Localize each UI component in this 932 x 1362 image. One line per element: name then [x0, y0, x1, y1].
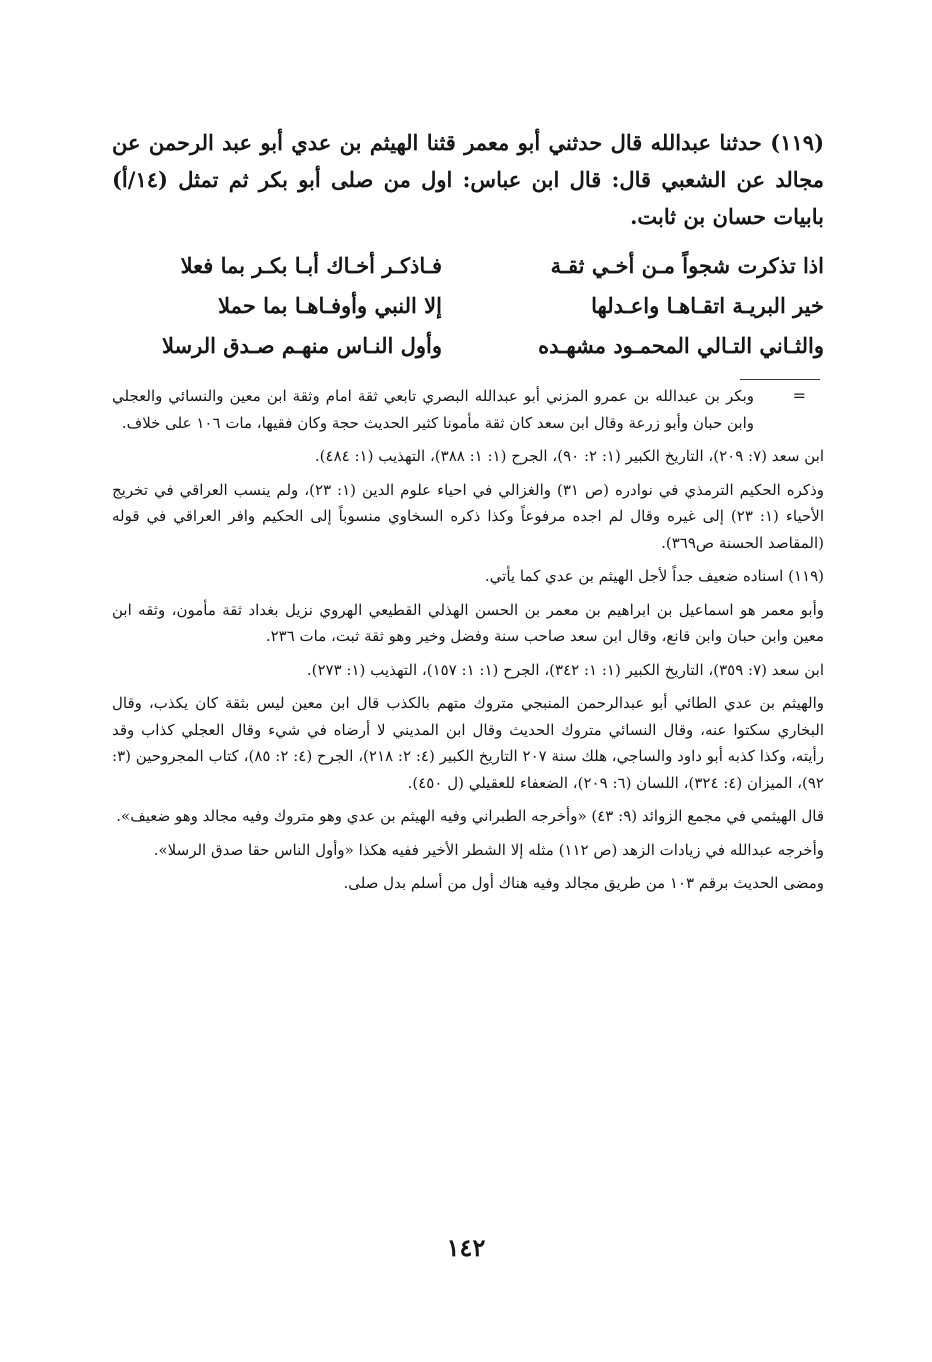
footnote-paragraph	[112, 383, 824, 436]
footnote-text: والهيثم بن عدي الطائي أبو عبدالرحمن المنبجي متروك متهم بالكذب قال ابن معين ليس بثقة كان يكذب، وقال البخاري سكتوا عنه، وقال النسائي متروك الحديث وقال ابن المديني لا أرضاه في شيء وقال العجلي كذاب وقد رأيته، وكذا كذبه أبو داود والساجي، هلك سنة ٢٠٧ التاريخ الكبير (٤: ٢: ٢١٨)، الجرح (٤: ٢: ٨٥)، كتاب المجروحين (٣: ٩٢)، الميزان (٤: ٣٢٤)، اللسان (٦: ٢٠٩)، الضعفاء للعقيلي (ل ٤٥٠).	[112, 694, 824, 792]
poem	[112, 246, 824, 366]
footnote-text: وأبو معمر هو اسماعيل بن ابراهيم بن معمر بن الحسن الهذلي القطيعي الهروي نزيل بغداد ثقة مأمون، وثقه ابن معين وابن حبان وابن قانع، وقال ابن سعد صاحب سنة وفضل وخير وهو ثقة ثبت، مات ٢٣٦.	[112, 600, 824, 645]
footnote-text: وذكره الحكيم الترمذي في نوادره (ص ٣١) والغزالي في احياء علوم الدين (١: ٢٣)، ولم ينسب العراقي في تخريج الأحياء (١: ٢٣) إلى غيره وقال لم اجده مرفوعاً وكذا ذكره السخاوي منسوباً إلى الحكيم وافر العراقي في قوله (المقاصد الحسنة ص٣٦٩).	[112, 480, 825, 552]
poem-first-hemistich: خير البريـة اتقـاهـا واعـدلها	[591, 293, 824, 318]
main-text-block	[112, 124, 824, 235]
footnotes	[112, 383, 824, 904]
footnote-text: وأخرجه عبدالله في زيادات الزهد (ص ١١٢) مثله إلا الشطر الأخير ففيه هكذا «وأول الناس حقا صدق الرسلا».	[153, 840, 824, 859]
footnote-paragraph	[112, 837, 824, 864]
footnote-paragraph	[112, 477, 824, 557]
footnote-text: ابن سعد (٧: ٢٠٩)، التاريخ الكبير (١: ٢: ٩٠)، الجرح (١: ١: ٣٨٨)، التهذيب (١: ٤٨٤).	[314, 447, 824, 465]
footnote-text: قال الهيثمي في مجمع الزوائد (٩: ٤٣) «وأخرجه الطبراني وفيه الهيثم بن عدي وهو متروك وفيه مجالد وهو ضعيف».	[116, 807, 824, 825]
footnote-paragraph	[112, 690, 824, 796]
footnote-text: وبكر بن عبدالله بن عمرو المزني أبو عبدالله البصري تابعي ثقة امام وثقة ابن معين والنسائي والعجلي وابن حبان وأبو زرعة وقال ابن سعد كان ثقة مأمونا كثير الحديث حجة وكان فقيها، مات ١٠٦ على خلاف.	[112, 387, 754, 432]
footnote-divider	[740, 379, 820, 380]
footnote-paragraph	[112, 563, 824, 590]
footnote-text: ومضى الحديث برقم ١٠٣ من طريق مجالد وفيه هناك أول من أسلم بدل صلى.	[343, 874, 824, 892]
footnote-paragraph	[112, 657, 824, 684]
footnote-text: (١١٩) اسناده ضعيف جداً لأجل الهيثم بن عدي كما يأتي.	[484, 567, 824, 585]
footnote-paragraph	[112, 443, 824, 470]
page-number: ١٤٢	[446, 1233, 486, 1262]
poem-first-hemistich: والثـاني التـالي المحمـود مشهـده	[538, 333, 824, 358]
hadith-paragraph: (١١٩) حدثنا عبدالله قال حدثني أبو معمر قثنا الهيثم بن عدي أبو عبد الرحمن عن مجالد عن الشعبي قال: قال ابن عباس: اول من صلى أبو بكر ثم تمثل (١٤/أ) بابيات حسان بن ثابت.	[112, 130, 824, 229]
footnote-paragraph	[112, 597, 824, 650]
continuation-marker: =	[792, 386, 806, 405]
poem-first-hemistich: اذا تذكرت شجواً مـن أخـي ثقـة	[550, 253, 824, 278]
poem-verse	[112, 326, 824, 366]
poem-second-hemistich: إلا النبي وأوفـاهـا بما حملا	[218, 293, 442, 318]
poem-second-hemistich: وأول النـاس منهـم صـدق الرسلا	[161, 333, 442, 358]
footnote-paragraph	[112, 870, 824, 897]
footnote-paragraph	[112, 803, 824, 830]
footnote-text: ابن سعد (٧: ٣٥٩)، التاريخ الكبير (١: ١: ٣٤٢)، الجرح (١: ١: ١٥٧)، التهذيب (١: ٢٧٣).	[306, 660, 824, 679]
poem-verse	[112, 286, 824, 326]
poem-verse	[112, 246, 824, 286]
poem-second-hemistich: فـاذكـر أخـاك أبـا بكـر بما فعلا	[180, 253, 442, 278]
